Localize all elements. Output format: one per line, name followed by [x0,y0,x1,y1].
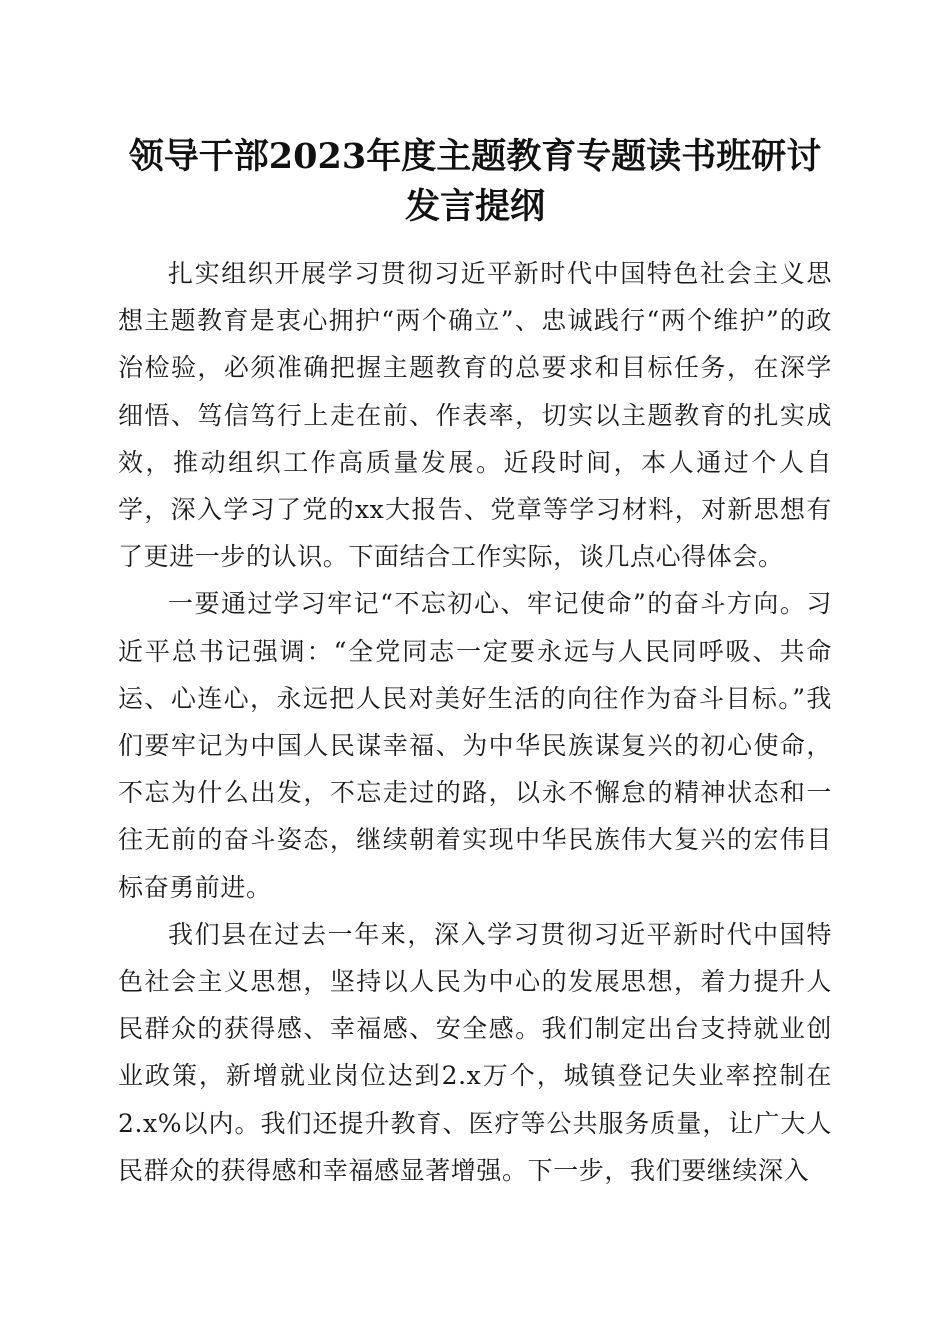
document-body [118,250,832,1194]
document-title [118,132,832,232]
title-line-2: 发言提纲 [404,186,545,227]
title-line-1: 领导干部2023年度主题教育专题读书班研讨 [128,136,822,177]
paragraph-intro: 扎实组织开展学习贯彻习近平新时代中国特色社会主义思想主题教育是衷心拥护“两个确立”、忠诚践行“两个维护”的政治检验，必须准确把握主题教育的总要求和目标任务，在深学细悟、笃信笃行上走在前、作表率，切实以主题教育的扎实成效，推动组织工作高质量发展。近段时间，本人通过个人自学，深入学习了党的xx大报告、党章等学习材料，对新思想有了更进一步的认识。下面结合工作实际，谈几点心得体会。 [118,259,832,572]
paragraph-county-work: 我们县在过去一年来，深入学习贯彻习近平新时代中国特色社会主义思想，坚持以人民为中心的发展思想，着力提升人民群众的获得感、幸福感、安全感。我们制定出台支持就业创业政策，新增就业岗位达到2.x万个，城镇登记失业率控制在2.x%以内。我们还提升教育、医疗等公共服务质量，让广大人民群众的获得感和幸福感显著增强。下一步，我们要继续深入 [118,919,832,1185]
paragraph-point-one: 一要通过学习牢记“不忘初心、牢记使命”的奋斗方向。习近平总书记强调：“全党同志一定要永远与人民同呼吸、共命运、心连心，永远把人民对美好生活的向往作为奋斗目标。”我们要牢记为中国人民谋幸福、为中华民族谋复兴的初心使命，不忘为什么出发，不忘走过的路，以永不懈怠的精神状态和一往无前的奋斗姿态，继续朝着实现中华民族伟大复兴的宏伟目标奋勇前进。 [118,589,832,902]
